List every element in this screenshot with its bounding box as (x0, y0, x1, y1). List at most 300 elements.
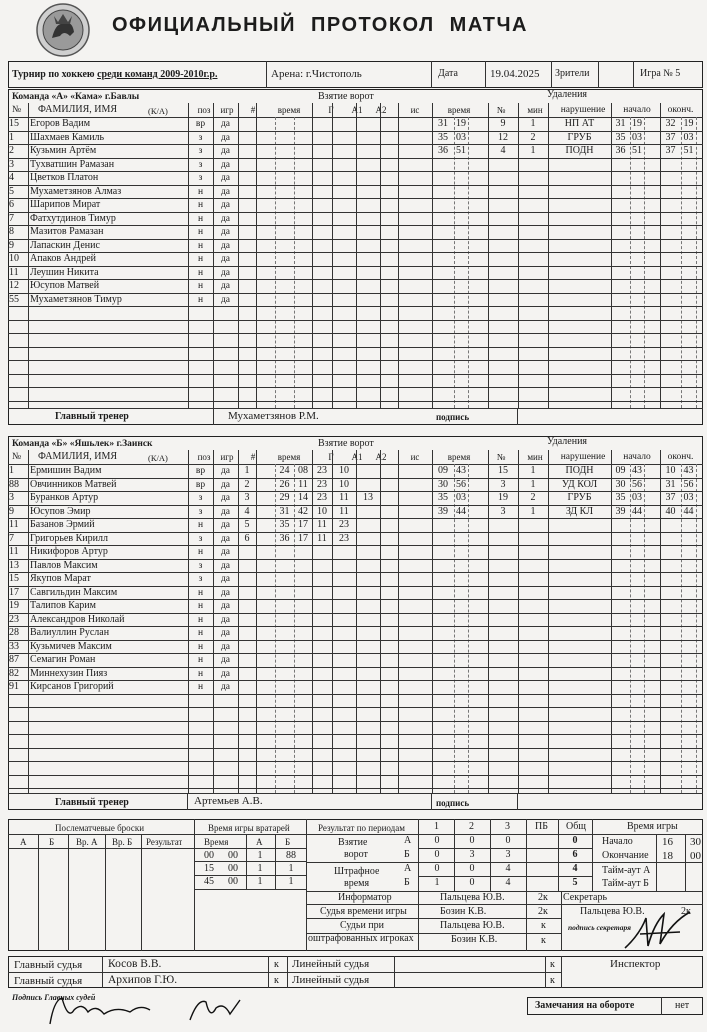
penalty-start-second: 44 (632, 505, 642, 517)
penalty-minute: 35 (438, 131, 448, 143)
player-number: 19 (9, 600, 19, 611)
penalty-minutes: 1 (530, 478, 536, 490)
player-name: Григорьев Кирилл (30, 532, 108, 544)
penalty-end-second: 03 (683, 131, 694, 143)
goal-minute: 36 (279, 532, 290, 544)
player-position: н (197, 655, 204, 665)
player-plays: да (220, 281, 231, 291)
goal-minute: 35 (279, 519, 290, 530)
goalie-team-b: 88 (286, 850, 296, 861)
secretary-label: Секретарь (563, 892, 608, 903)
player-number: 82 (9, 667, 19, 679)
goal-second: 17 (298, 532, 308, 544)
penalty-end-minute: 37 (665, 131, 676, 143)
game-number: Игра № 5 (640, 68, 681, 79)
player-name: Фатхутдинов Тимур (30, 212, 116, 224)
player-name: Овчинников Матвей (30, 478, 117, 490)
team-b-coach-name: Артемьев А.В. (194, 795, 263, 807)
timer-category: 2к (538, 906, 548, 917)
team-b-goals-title: Взятие ворот (318, 438, 374, 449)
player-number: 88 (9, 478, 19, 490)
penalty-end-minute: 10 (665, 465, 676, 476)
period-1-value: 0 (434, 835, 440, 846)
penalty-end-second: 43 (683, 465, 694, 476)
periods-title: Результат по периодам (318, 823, 405, 833)
period-1-value: 1 (434, 877, 440, 888)
assist-1-header: А1 (351, 105, 363, 115)
player-name: Ермишин Вадим (30, 465, 102, 476)
col-name-header: ФАМИЛИЯ, ИМЯ (38, 104, 118, 115)
player-position: н (197, 587, 204, 598)
periods-pim-label-1: Штрафное (334, 866, 380, 877)
game-end-minute: 00 (690, 850, 701, 862)
goal-scorer: 11 (317, 532, 327, 544)
player-position: н (197, 294, 204, 305)
player-number: 7 (9, 212, 14, 224)
player-plays: да (220, 173, 231, 183)
goal-situation-header: ис (410, 105, 420, 115)
penalty-start-second: 19 (632, 118, 642, 129)
player-plays: да (220, 601, 231, 611)
penalty-minute: 36 (438, 145, 448, 156)
period-2-value: 0 (469, 877, 475, 888)
penalty-start-header: начало (623, 452, 651, 462)
goal-assist-1: 10 (339, 465, 349, 476)
penalty-second: 19 (456, 118, 466, 129)
penalty-end-second: 19 (683, 118, 694, 129)
player-number: 7 (9, 532, 14, 544)
player-name: Никифоров Артур (30, 546, 108, 557)
player-number: 87 (9, 654, 19, 665)
player-number: 6 (9, 199, 14, 210)
player-position: н (197, 682, 204, 692)
penalty-time-header: время (447, 452, 471, 462)
player-number: 11 (9, 519, 19, 530)
game-end-hour: 18 (662, 850, 673, 862)
total-header: Общ (566, 821, 587, 832)
chief-referees-sign-label: Подпись Главных судей (12, 993, 96, 1002)
col-plays-header: игр (220, 452, 234, 462)
informer-category: 2к (538, 892, 548, 903)
player-position: н (197, 628, 204, 638)
player-position: н (197, 668, 204, 679)
team-b-table (8, 450, 703, 793)
player-name: Мухаметзянов Тимур (30, 293, 122, 305)
game-end-label: Окончание (602, 850, 649, 861)
goal-situation-header: ис (410, 452, 420, 462)
goalie-team-a: 1 (257, 876, 263, 887)
period-team: А (404, 863, 412, 874)
player-plays: да (220, 560, 231, 571)
col-captain-header: (К/А) (148, 453, 168, 463)
player-number: 3 (9, 158, 14, 170)
shootout-header: ПБ (535, 821, 548, 832)
player-name: Александров Николай (30, 613, 125, 625)
goalie-col-a: А (256, 837, 263, 847)
goal-second: 08 (298, 465, 308, 476)
game-time-title: Время игры (627, 821, 678, 832)
goal-assist-1: 11 (339, 492, 349, 503)
player-name: Кузьмичев Максим (30, 640, 112, 652)
col-plays-header: игр (220, 105, 234, 115)
period-3-header: 3 (505, 821, 510, 832)
player-number: 9 (9, 239, 14, 251)
period-total-value: 4 (572, 863, 578, 874)
player-plays: да (220, 267, 231, 278)
game-start-hour: 16 (662, 836, 673, 848)
col-number-header: № (12, 452, 22, 462)
penalty-end-header: оконч. (667, 452, 694, 462)
goal-number: 6 (244, 532, 250, 544)
player-number: 33 (9, 640, 19, 652)
player-plays: да (220, 132, 231, 143)
player-number: 8 (9, 226, 14, 237)
player-number: 3 (9, 492, 14, 503)
player-name: Валиуллин Руслан (30, 627, 110, 638)
player-name: Шарипов Мират (30, 199, 101, 210)
linesman-category-2: к (550, 975, 555, 986)
chief-referee-1: Косов В.В. (108, 958, 162, 970)
timeout-a-label: Тайм-аут А (602, 865, 651, 876)
player-position: з (198, 506, 203, 517)
player-name: Леушин Никита (30, 266, 99, 278)
penalty-start-minute: 30 (615, 478, 626, 490)
player-name: Тухватшин Рамазан (30, 158, 115, 170)
penalty-start-minute: 31 (615, 118, 626, 129)
period-team: Б (404, 877, 410, 888)
goal-num-header: # (250, 452, 256, 462)
player-plays: да (220, 641, 231, 652)
player-number: 1 (9, 131, 14, 143)
player-position: з (198, 159, 203, 170)
player-position: з (198, 560, 203, 571)
player-plays: да (220, 213, 231, 224)
penalty-second: 51 (456, 145, 466, 156)
team-b-coach-label: Главный тренер (55, 797, 129, 808)
goal-scorer: 23 (317, 492, 327, 503)
goalie-col-b: Б (285, 837, 291, 847)
team-a-penalties-title: Удаления (547, 89, 588, 100)
penalty-infraction-header: нарушение (560, 452, 606, 462)
chief-referee-label-2: Главный судья (14, 975, 83, 987)
penbox-category-1: к (541, 920, 546, 931)
player-position: з (198, 173, 203, 183)
player-number: 12 (9, 280, 19, 291)
player-position: н (197, 227, 204, 237)
penalty-minutes-header: мин (527, 105, 543, 115)
penalty-end-minute: 37 (665, 492, 676, 503)
goal-second: 14 (298, 492, 308, 503)
goal-assist-1: 10 (339, 478, 349, 490)
player-name: Мазитов Рамазан (30, 226, 104, 237)
shootout-col-gk-a: Вр. А (76, 837, 98, 847)
player-number: 4 (9, 172, 14, 183)
player-position: н (197, 520, 204, 530)
player-number: 13 (9, 559, 19, 571)
penalty-end-second: 44 (683, 505, 694, 517)
player-plays: да (220, 587, 231, 598)
goal-second: 17 (298, 519, 308, 530)
player-position: н (197, 200, 204, 210)
player-plays: да (220, 294, 231, 305)
player-name: Апаков Андрей (30, 253, 97, 264)
penalty-start-minute: 35 (615, 492, 626, 503)
team-a-goals-title: Взятие ворот (318, 91, 374, 102)
goal-second: 11 (298, 478, 308, 490)
goal-assist-2: 13 (363, 492, 373, 503)
period-3-value: 4 (505, 863, 511, 874)
period-3-value: 0 (505, 835, 511, 846)
player-plays: да (220, 466, 231, 476)
chief-referee-category-2: к (274, 975, 279, 986)
goalie-second: 00 (228, 863, 238, 874)
player-plays: да (220, 200, 231, 210)
player-name: Кирсанов Григорий (30, 681, 114, 692)
penbox-label-1: Судьи при (340, 920, 384, 931)
game-start-label: Начало (602, 836, 633, 847)
penalty-infraction: ПОДН (565, 145, 594, 156)
goal-scorer-header: Г (328, 452, 334, 462)
chief-referee-category-1: к (274, 959, 279, 970)
penalty-start-minute: 36 (615, 145, 626, 156)
player-name: Буранков Артур (30, 492, 99, 503)
penalty-infraction-header: нарушение (560, 105, 606, 115)
penalty-minutes: 1 (530, 505, 536, 517)
goal-scorer: 11 (317, 519, 327, 530)
goal-number: 2 (244, 478, 250, 490)
penalty-minutes: 1 (530, 145, 536, 156)
timeout-b-label: Тайм-аут Б (602, 878, 649, 889)
player-position: з (198, 493, 203, 503)
player-name: Кузьмин Артём (30, 145, 97, 156)
secretary-category: 2к (681, 906, 691, 917)
penalty-start-minute: 35 (615, 131, 626, 143)
penalty-minute: 31 (438, 118, 448, 129)
player-name: Юсупов Матвей (30, 280, 100, 291)
penalty-start-second: 51 (632, 145, 642, 156)
goalie-team-a: 1 (257, 863, 263, 874)
arena: Арена: г.Чистополь (271, 68, 362, 80)
chief-referees-signature (40, 990, 260, 1030)
secretary-name: Пальцева Ю.В. (580, 906, 645, 917)
inspector-label: Инспектор (610, 958, 661, 970)
penalty-start-second: 03 (632, 131, 642, 143)
penalty-infraction: УД КОЛ (561, 478, 598, 490)
timer-label: Судья времени игры (320, 906, 407, 917)
player-plays: да (220, 547, 231, 557)
period-team: А (404, 835, 412, 846)
player-plays: да (220, 493, 231, 503)
goalie-second: 00 (228, 850, 238, 861)
player-number: 11 (9, 546, 19, 557)
penalty-infraction: ГРУБ (567, 492, 592, 503)
goalie-second: 00 (228, 876, 238, 887)
penalty-minutes: 1 (530, 118, 536, 129)
penalty-infraction: ПОДН (565, 465, 594, 476)
penalty-end-minute: 40 (665, 505, 676, 517)
player-position: вр (195, 479, 206, 490)
penalty-player: 9 (500, 118, 506, 129)
player-name: Цветков Платон (30, 172, 99, 183)
tournament-name: Турнир по хоккею среди команд 2009-2010г.р. (12, 69, 218, 80)
penalty-infraction: ЗД КЛ (565, 505, 594, 517)
penalty-start-second: 43 (632, 465, 642, 476)
player-name: Мухаметзянов Алмаз (30, 185, 122, 197)
period-team: Б (404, 849, 410, 860)
goalie-minute: 15 (204, 863, 214, 874)
penalty-second: 56 (456, 478, 466, 490)
player-plays: да (220, 506, 231, 517)
player-number: 11 (9, 266, 19, 278)
goalie-team-b: 1 (288, 863, 294, 874)
goal-scorer: 23 (317, 478, 327, 490)
player-name: Павлов Максим (30, 559, 98, 571)
penbox-name-1: Пальцева Ю.В. (440, 920, 505, 931)
penalty-time-header: время (447, 105, 471, 115)
player-position: вр (195, 466, 206, 476)
penalty-player-header: № (496, 105, 506, 115)
goal-minute: 29 (279, 492, 290, 503)
goal-minute: 24 (279, 465, 290, 476)
goal-assist-1: 23 (339, 532, 349, 544)
penalty-minute: 39 (438, 505, 448, 517)
player-position: н (197, 614, 204, 625)
player-position: н (197, 547, 204, 557)
penalty-end-second: 51 (683, 145, 694, 156)
player-plays: да (220, 479, 231, 490)
penalty-start-header: начало (623, 105, 651, 115)
player-position: н (197, 254, 204, 264)
goalie-team-a: 1 (257, 850, 263, 861)
player-name: Талипов Карим (30, 600, 96, 611)
penalty-end-minute: 37 (665, 145, 676, 156)
shootout-col-a: А (20, 837, 27, 847)
goal-assist-1: 23 (339, 519, 349, 530)
penalty-end-second: 03 (683, 492, 694, 503)
player-name: Шахмаев Камиль (30, 131, 105, 143)
player-name: Лапаскин Денис (30, 239, 100, 251)
penalty-player: 3 (500, 505, 506, 517)
goal-scorer: 23 (317, 465, 327, 476)
penalty-player: 19 (498, 492, 508, 503)
goal-number: 5 (244, 519, 250, 530)
goal-number: 4 (244, 505, 250, 517)
player-number: 9 (9, 505, 14, 517)
player-position: н (197, 213, 204, 224)
shootout-col-result: Результат (146, 837, 183, 847)
team-a-label: Команда «А» «Кама» г.Бавлы (12, 92, 140, 102)
team-b-label: Команда «Б» «Яшьлек» г.Заинск (12, 439, 153, 449)
player-position: з (198, 574, 203, 584)
goal-second: 42 (298, 505, 308, 517)
remarks-label: Замечания на обороте (535, 1000, 635, 1011)
penalty-start-second: 56 (632, 478, 642, 490)
goal-scorer-header: Г (328, 105, 334, 115)
team-a-coach-name: Мухаметзянов Р.М. (228, 410, 319, 422)
timer-name: Бозин К.В. (440, 906, 487, 917)
period-1-value: 0 (434, 849, 440, 860)
penalty-second: 03 (456, 492, 466, 503)
penbox-label-2: оштрафованных игроках (308, 933, 414, 944)
period-1-header: 1 (434, 821, 439, 832)
goal-time-header: время (277, 452, 301, 462)
player-plays: да (220, 574, 231, 584)
player-number: 55 (9, 293, 19, 305)
player-plays: да (220, 655, 231, 665)
team-b-coach-sign-label: подпись (436, 798, 470, 808)
remarks-value: нет (675, 1000, 690, 1011)
assist-2-header: А2 (375, 105, 387, 115)
player-plays: да (220, 159, 231, 170)
penalty-minute: 35 (438, 492, 448, 503)
goalie-time-title: Время игры вратарей (208, 823, 290, 833)
penalty-second: 44 (456, 505, 466, 517)
shootout-col-b: Б (49, 837, 55, 847)
date-label: Дата (438, 68, 458, 79)
periods-goals-label-1: Взятие (338, 837, 368, 848)
penbox-name-2: Бозин К.В. (451, 934, 498, 945)
col-position-header: поз (197, 105, 211, 115)
player-position: н (197, 267, 204, 278)
player-plays: да (220, 254, 231, 264)
period-total-value: 5 (572, 877, 578, 888)
secretary-signature (620, 904, 700, 954)
periods-pim-label-2: время (344, 878, 370, 889)
goalie-team-b: 1 (288, 876, 294, 887)
penalty-player: 4 (500, 145, 506, 156)
period-2-value: 3 (469, 849, 475, 860)
player-plays: да (220, 240, 231, 251)
player-position: н (197, 601, 204, 611)
goal-num-header: # (250, 105, 256, 115)
player-name: Савгильдин Максим (30, 586, 118, 598)
penalty-player: 15 (498, 465, 508, 476)
player-number: 1 (9, 465, 14, 476)
player-position: з (198, 146, 203, 156)
player-plays: да (220, 682, 231, 692)
col-captain-header: (К/А) (148, 106, 168, 116)
assist-2-header: А2 (375, 452, 387, 462)
penalty-minutes: 2 (530, 131, 536, 143)
tatarstan-emblem-logo (34, 2, 92, 58)
period-1-value: 0 (434, 863, 440, 874)
col-position-header: поз (197, 452, 211, 462)
periods-goals-label-2: ворот (344, 849, 368, 860)
penalty-infraction: ГРУБ (567, 131, 592, 143)
linesman-label-1: Линейный судья (292, 958, 370, 970)
linesman-label-2: Линейный судья (292, 974, 370, 986)
player-number: 23 (9, 613, 19, 625)
player-plays: да (220, 227, 231, 237)
goal-minute: 31 (279, 505, 290, 517)
player-plays: да (220, 186, 231, 197)
player-plays: да (220, 668, 231, 679)
period-2-value: 0 (469, 863, 475, 874)
goalie-time-label: Время (204, 837, 229, 847)
player-position: н (197, 641, 204, 652)
game-start-minute: 30 (690, 836, 701, 848)
goal-minute: 26 (279, 478, 290, 490)
team-a-table (8, 103, 703, 408)
player-name: Юсупов Эмир (30, 505, 91, 517)
player-number: 91 (9, 681, 19, 692)
penalty-player: 3 (500, 478, 506, 490)
penalty-end-second: 56 (683, 478, 694, 490)
player-position: з (198, 533, 203, 544)
period-2-value: 0 (469, 835, 475, 846)
assist-1-header: А1 (351, 452, 363, 462)
player-plays: да (220, 119, 231, 129)
